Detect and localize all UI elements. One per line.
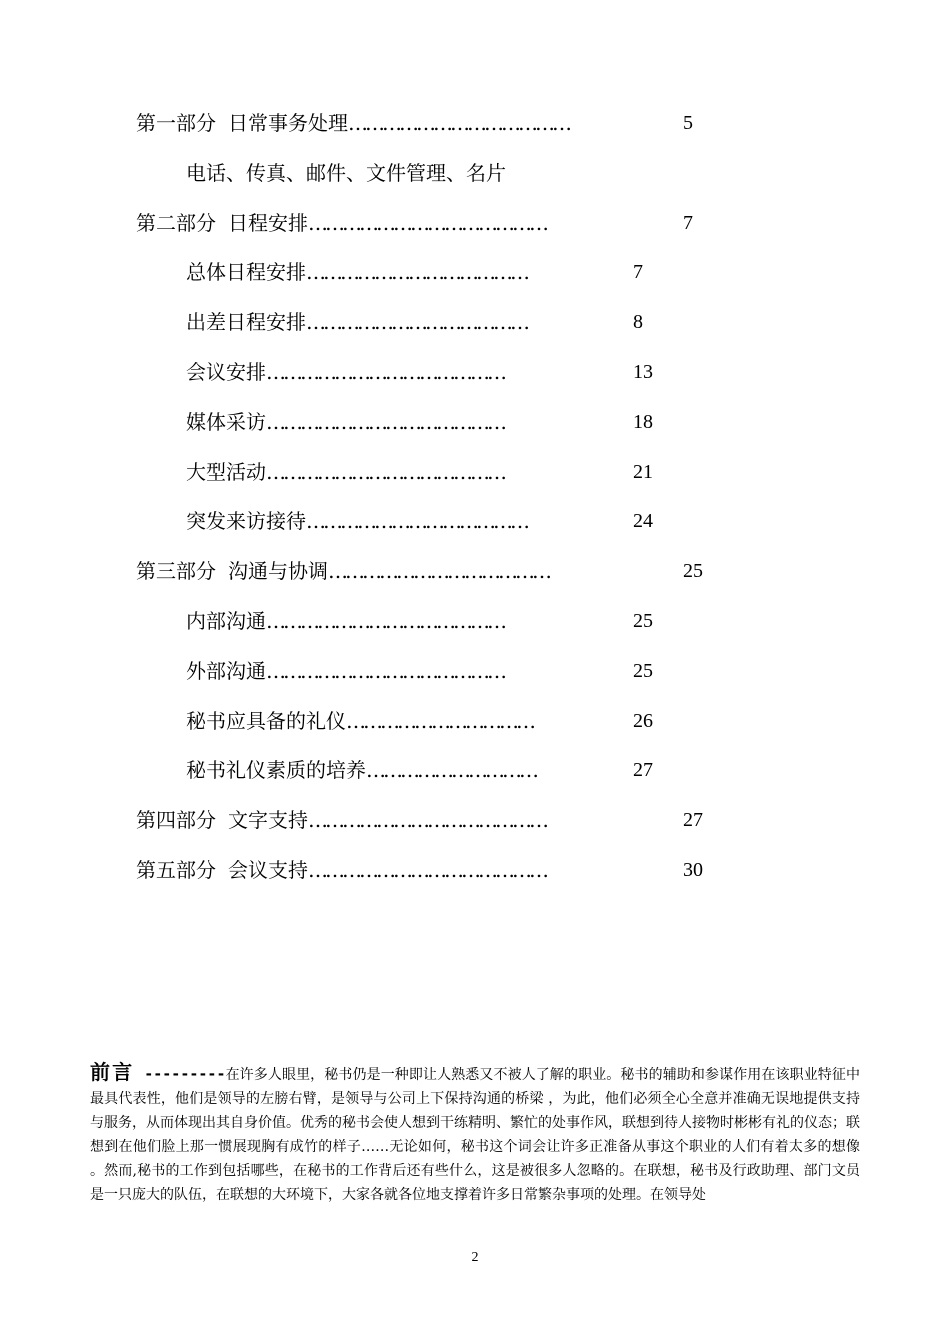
toc-leader-dots: ……………………………………: [308, 808, 546, 832]
toc-title-text: 沟通与协调: [228, 559, 328, 583]
toc-entry-title: [136, 805, 546, 835]
toc-entry-title: [186, 307, 527, 337]
toc-title-text: 文字支持: [228, 808, 308, 832]
toc-page-number: 25: [633, 610, 653, 632]
toc-title-text: 日常事务处理: [228, 111, 348, 135]
toc-part-label: 第一部分: [136, 111, 216, 135]
toc-title-text: 内部沟通: [186, 609, 266, 633]
toc-leader-dots: …………………………: [366, 758, 536, 782]
page-number: 2: [471, 1250, 479, 1265]
toc-entry-title: [186, 755, 536, 785]
toc-page-number: 26: [633, 710, 653, 732]
toc-leader-dots: …………………………………: [306, 310, 527, 334]
toc-leader-dots: …………………………………: [306, 509, 527, 533]
toc-title-text: 大型活动: [186, 460, 266, 484]
toc-page-number: 24: [633, 510, 653, 532]
preface-section: [90, 1060, 860, 1207]
toc-entry-title: [186, 257, 527, 287]
toc-title-text: 电话、传真、邮件、文件管理、名片: [186, 161, 506, 185]
toc-page-number: 30: [683, 859, 703, 881]
toc-entry-title: [136, 855, 546, 885]
toc-page-number: 18: [633, 411, 653, 433]
toc-leader-dots: …………………………………: [348, 111, 569, 135]
toc-sub-entry: [186, 606, 666, 636]
toc-leader-dots: ……………………………………: [308, 211, 546, 235]
toc-leader-dots: ……………………………………: [308, 858, 546, 882]
toc-entry-title: [136, 208, 546, 238]
preface-body: 在许多人眼里，秘书仍是一种即让人熟悉又不被人了解的职业。秘书的辅助和参谋作用在该职业特征中最具代表性，他们是领导的左膀右臂，是领导与公司上下保持沟通的桥梁 ，为此，他们必须全心全意并准确无误地提供支持与服务，从而体现出其自身价值。优秀的秘书会使人想到干练精明、繁忙的处事作风，联想到待人接物时彬彬有礼的仪态；联想到在他们脸上那一惯展现胸有成竹的样子……无论如何，秘书这个词会让许多正准备从事这个职业的人们有着太多的想像 。然而,秘书的工作到包括哪些，在秘书的工作背后还有些什么，这是被很多人忽略的。在联想，秘书及行政助理、部门文员是一只庞大的队伍，在联想的大环境下，大家各就各位地支撑着许多日常繁杂事项的处理。在领导处: [90, 1067, 860, 1203]
toc-sub-entry: [186, 307, 666, 337]
toc-sub-entry: [186, 257, 666, 287]
toc-title-text: 秘书礼仪素质的培养: [186, 758, 366, 782]
toc-page-number: 7: [683, 212, 693, 234]
toc-leader-dots: ……………………………………: [266, 659, 504, 683]
toc-sub-entry: [186, 457, 666, 487]
toc-sub-entry: [186, 407, 666, 437]
toc-leader-dots: …………………………………: [306, 260, 527, 284]
toc-sub-entry: [186, 656, 666, 686]
toc-title-text: 出差日程安排: [186, 310, 306, 334]
toc-entry-title: [186, 656, 504, 686]
preface-heading: 前言: [90, 1060, 135, 1084]
toc-leader-dots: ……………………………………: [266, 360, 504, 384]
toc-sub-entry: [186, 506, 666, 536]
toc-entry-title: [186, 506, 527, 536]
toc-entry-title: [186, 357, 504, 387]
toc-title-text: 外部沟通: [186, 659, 266, 683]
toc-page-number: 5: [683, 112, 693, 134]
toc-sub-entry: [186, 158, 666, 188]
toc-page-number: 27: [683, 809, 703, 831]
toc-title-text: 会议支持: [228, 858, 308, 882]
toc-part-entry: [136, 855, 726, 885]
toc-part-label: 第二部分: [136, 211, 216, 235]
toc-part-entry: [136, 108, 726, 138]
toc-part-entry: [136, 208, 726, 238]
toc-part-entry: [136, 556, 726, 586]
toc-entry-title: [186, 457, 504, 487]
toc-entry-title: [186, 706, 533, 736]
toc-leader-dots: ……………………………: [346, 709, 533, 733]
toc-entry-title: [186, 606, 504, 636]
toc-page-number: 7: [633, 261, 643, 283]
toc-entry-title: [186, 407, 504, 437]
toc-leader-dots: ……………………………………: [266, 609, 504, 633]
toc-page-number: 27: [633, 759, 653, 781]
toc-sub-entry: [186, 706, 666, 736]
toc-title-text: 突发来访接待: [186, 509, 306, 533]
toc-entry-title: [186, 158, 506, 188]
toc-title-text: 会议安排: [186, 360, 266, 384]
toc-sub-entry: [186, 357, 666, 387]
toc-leader-dots: …………………………………: [328, 559, 549, 583]
toc-page-number: 13: [633, 361, 653, 383]
toc-leader-dots: ……………………………………: [266, 460, 504, 484]
toc-title-text: 总体日程安排: [186, 260, 306, 284]
toc-page-number: 8: [633, 311, 643, 333]
toc-part-label: 第三部分: [136, 559, 216, 583]
toc-part-entry: [136, 805, 726, 835]
toc-entry-title: [136, 556, 549, 586]
toc-entry-title: [136, 108, 569, 138]
toc-part-label: 第四部分: [136, 808, 216, 832]
preface-dashes: ---------: [144, 1065, 226, 1083]
toc-title-text: 日程安排: [228, 211, 308, 235]
toc-sub-entry: [186, 755, 666, 785]
toc-title-text: 媒体采访: [186, 410, 266, 434]
toc-page-number: 21: [633, 461, 653, 483]
toc-leader-dots: ……………………………………: [266, 410, 504, 434]
toc-page-number: 25: [683, 560, 703, 582]
toc-page-number: 25: [633, 660, 653, 682]
toc-part-label: 第五部分: [136, 858, 216, 882]
toc-title-text: 秘书应具备的礼仪: [186, 709, 346, 733]
